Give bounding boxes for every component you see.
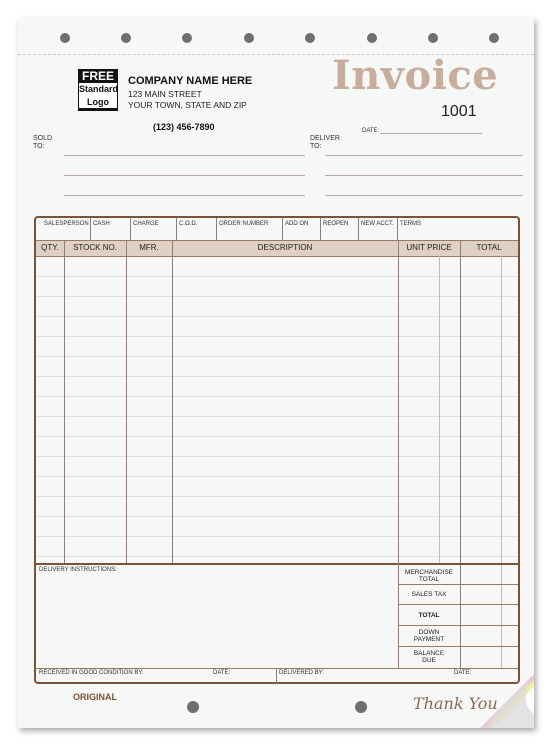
line-items-area[interactable]: [36, 256, 518, 562]
totals-row-line: [398, 646, 518, 647]
down-payment-label: DOWN PAYMENT: [413, 629, 445, 643]
info-terms: TERMS: [400, 221, 421, 227]
row-line: [36, 316, 518, 317]
info-row: [36, 218, 518, 240]
info-cod: C.O.D.: [179, 221, 198, 227]
divider: [130, 218, 131, 240]
divider: [216, 218, 217, 240]
divider: [397, 218, 398, 240]
punch-hole: [187, 701, 199, 713]
thank-you-text: Thank You: [413, 694, 498, 713]
balance-due-label: BALANCE DUE: [413, 650, 445, 664]
column-header-band: [36, 240, 518, 257]
date-label: DATE:: [362, 128, 380, 134]
punch-hole: [367, 33, 377, 43]
column-divider: [126, 240, 127, 564]
punch-hole: [244, 33, 254, 43]
invoice-title: Invoice: [332, 52, 499, 99]
divider: [320, 218, 321, 240]
footer-separator: [36, 563, 518, 565]
column-divider: [398, 240, 399, 564]
punch-hole: [60, 33, 70, 43]
punch-hole: [428, 33, 438, 43]
deliver-to-label: DELIVER TO:: [310, 135, 340, 150]
column-divider: [64, 240, 65, 564]
row-line: [36, 496, 518, 497]
company-street: 123 MAIN STREET: [128, 89, 202, 99]
col-description: DESCRIPTION: [257, 243, 313, 252]
company-city: YOUR TOWN, STATE AND ZIP: [128, 100, 247, 110]
col-qty: QTY.: [41, 243, 59, 252]
punch-hole: [121, 33, 131, 43]
merchandise-total-label: MERCHANDISE TOTAL: [404, 569, 454, 583]
signature-separator: [36, 668, 518, 669]
company-name: COMPANY NAME HERE: [128, 75, 253, 87]
totals-row-line: [398, 604, 518, 605]
logo-line-3: Logo: [79, 96, 117, 108]
signature-divider: [276, 668, 277, 684]
info-order-number: ORDER NUMBER: [219, 221, 269, 227]
company-phone: (123) 456-7890: [153, 122, 215, 132]
delivery-instructions-label: DELIVERY INSTRUCTIONS:: [39, 567, 117, 573]
sold-to-line[interactable]: [64, 195, 305, 196]
sold-to-label: SOLD TO:: [33, 135, 53, 150]
deliver-to-line[interactable]: [325, 175, 523, 176]
received-date-label: DATE:: [213, 670, 231, 676]
row-line: [36, 456, 518, 457]
col-stock-no: STOCK NO.: [73, 243, 117, 252]
col-unit-price: UNIT PRICE: [406, 243, 452, 252]
row-line: [36, 356, 518, 357]
divider: [176, 218, 177, 240]
logo: [78, 69, 118, 111]
delivered-by-label: DELIVERED BY:: [279, 670, 325, 676]
invoice-number: 1001: [441, 103, 477, 120]
punch-hole: [305, 33, 315, 43]
delivered-date-label: DATE:: [454, 670, 472, 676]
copy-label: ORIGINAL: [73, 692, 117, 702]
total-label: TOTAL: [418, 612, 440, 619]
info-reopen: REOPEN: [323, 221, 349, 227]
row-line: [36, 376, 518, 377]
row-line: [36, 396, 518, 397]
info-new-acct: NEW ACCT.: [361, 221, 394, 227]
row-line: [36, 336, 518, 337]
row-line: [36, 296, 518, 297]
info-add-on: ADD ON: [285, 221, 309, 227]
invoice-sheet: [18, 18, 534, 728]
row-line: [36, 516, 518, 517]
punch-hole: [182, 33, 192, 43]
deliver-to-line[interactable]: [325, 155, 523, 156]
column-divider: [172, 240, 173, 564]
col-mfr: MFR.: [139, 243, 159, 252]
row-line: [36, 276, 518, 277]
sales-tax-label: SALES TAX: [411, 591, 447, 598]
punch-hole: [489, 33, 499, 43]
cents-divider: [439, 256, 440, 564]
deliver-to-line[interactable]: [325, 195, 523, 196]
received-by-label: RECEIVED IN GOOD CONDITION BY:: [39, 670, 144, 676]
sold-to-line[interactable]: [64, 155, 305, 156]
page-curl-icon: [480, 674, 534, 728]
row-line: [36, 536, 518, 537]
row-line: [36, 416, 518, 417]
logo-line-2: Standard: [79, 84, 119, 94]
row-line: [36, 436, 518, 437]
divider: [358, 218, 359, 240]
date-line: [380, 133, 482, 134]
row-line: [36, 556, 518, 557]
totals-row-line: [398, 584, 518, 585]
info-cash: CASH: [93, 221, 110, 227]
divider: [90, 218, 91, 240]
totals-row-line: [398, 625, 518, 626]
cents-divider: [501, 256, 502, 668]
sold-to-line[interactable]: [64, 175, 305, 176]
row-line: [36, 476, 518, 477]
logo-line-1: FREE: [81, 69, 114, 83]
info-salesperson: SALESPERSON: [44, 221, 89, 227]
col-total: TOTAL: [476, 243, 502, 252]
divider: [282, 218, 283, 240]
punch-hole: [355, 701, 367, 713]
invoice-table: [34, 216, 520, 684]
info-charge: CHARGE: [133, 221, 159, 227]
